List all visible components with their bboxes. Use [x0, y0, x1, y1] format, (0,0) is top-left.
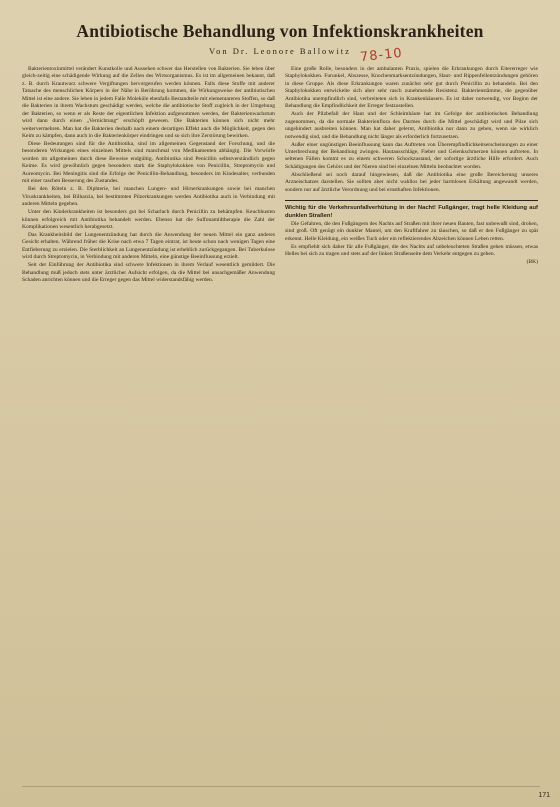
paragraph: Bakterientoxinmittel verändert Kunstkolle und Aussehen schwer das Herstellen von Bakterien. Sie leben über gleich-zeitig eine schädigende Wirkung auf die Zellen des Wirtsorganismus. Es ist im allgemeinen bekannt, daß z. B. durch Krautwurz schwere Vergiftungen hervorgerufen werden können. Falls diese Stoffe mit anderer Tatsache des menschlichen Körpers in der Nähe in Berührung kommen, die Wirkungsweise der antibiotischen Mittel ist eine andere. Sie leben in jedem Falle Moleküle ebenfalls Bestandteile mit elementareren Stoffen, so daß die Bakterien in ihrem Wachstum geschädigt werden, welche die antibiotische Stoff zugleich in der Umgebung der Bakterien, so wenn er als Reste der eigentlichen Infektion aufgenommen werden, der Bakterienwachstum wird dann durch einen „Vernichtung“ erschöpft gewesen. Die Bakterien können sich nicht mehr weitervermehren. Man hat die Bakterien deshalb nach einem derartigen Effekt auch die Möglichkeit, gegen den Keim zu kämpfen, dann auch in die Bakterienkörper eindringen und so sich ihre Zerstörung bewirken. — [22, 66, 275, 140]
paragraph: Unter den Kinderkrankheiten ist besonders gut bei Scharlach durch Penicillin zu bekämpfen. Keuchhusten können erfolgreich mit Antibiotika behandelt werden. Ebenso hat die Sulfonamidtherapie die Zahl der Komplikationen wesentlich herabgesetzt. — [22, 209, 275, 231]
paragraph: Auch der Pilzbefall der Haut und der Schleimhäute hat im Gefolge der antibiotischen Behandlung zugenommen, da die normale Bakterienflora des Darmes durch die Mittel geschädigt wird und Pilze sich ungehindert ausbreiten können. Man hat daher gelernt, Antibiotika nur dann zu geben, wenn sie wirklich notwendig sind, und die Behandlung nicht länger als erforderlich fortzusetzen. — [285, 111, 538, 140]
article-title: Antibiotische Behandlung von Infektionskrankheiten — [76, 21, 484, 41]
handwritten-stamp: 78-10 — [359, 45, 404, 66]
right-column — [285, 66, 538, 285]
paragraph: Eine große Rolle, besonders in der ambulanten Praxis, spielen die Erkrankungen durch Eitererreger wie Staphylokokken. Furunkel, Abszesse, Knochenmarksentzündungen, Haut- und Rippenfellentzündungen gehören in diese Gruppe. Als diese Erkrankungen waren zunächst sehr gut durch Penicillin zu behandeln. Bei den Staphylokokken entwickelte sich aber sehr rasch zunehmende Resistenz. Bakterienstämme, die gegenüber Antibiotika unempfindlich sind, verbreiteten sich in Krankenhäusern. Es ist daher notwendig, vor Beginn der Behandlung die Empfindlichkeit der Erreger festzustellen. — [285, 66, 538, 110]
paragraph: Außer einer ungünstigen Beeinflussung kann das Auftreten von Überempfindlichkeitserscheinungen zu einer Unterbrechung der Behandlung zwingen. Hautausschläge, Fieber und Gelenkschmerzen können auftreten. In seltenen Fällen kommt es zu einem schweren Schockzustand, der sofortige ärztliche Hilfe erfordert. Auch Schädigungen des Gehörs und der Nieren sind bei einzelnen Mitteln beobachtet worden. — [285, 141, 538, 170]
left-column — [22, 66, 275, 285]
notice-paragraph: Die Gefahren, die den Fußgängern des Nachts auf Straßen mit ihrer neuen Bauten, fast unbewußt sind, drohen, sind groß. Oft genügt ein dunkler Mantel, um den Kraftfahrer zu täuschen, so daß er den Fußgänger zu spät erkennt. Helle Kleidung, ein weißes Tuch oder ein reflektierendes Abzeichen können Leben retten. — [285, 221, 538, 242]
author-name: Von Dr. Leonore Ballowitz — [209, 46, 351, 56]
paragraph: Abschließend sei noch darauf hingewiesen, daß die Antibiotika eine große Bereicherung unseres Arzneischatzes darstellen. Sie sollten aber nicht wahllos bei jeder harmlosen Erkältung angewandt werden, sondern nur auf ärztliche Verordnung und bei ernsthaften Infektionen. — [285, 171, 538, 193]
article-columns — [22, 66, 538, 285]
page-number: 171 — [538, 792, 550, 799]
page-fold-line — [22, 786, 540, 793]
article-byline — [22, 46, 538, 60]
traffic-safety-notice — [285, 200, 538, 267]
paragraph: Diese Bedeutungen sind für die Antibiotika, sind im allgemeinen Gegenstand der Forschung, und die besonderen Wirkungen eines einzelnen Mittels sind manchmal von Medikamenten abhängig. Die Vorwürfe wurden im allgemeinen durch diese Beweise endgültig. Antibiotika sind Penicillin selbstverständlich gegen Keime. Es wird gewöhnlich gegen besonders stark die Staphylokokken von Penicillin, Streptomycin und Aureomycin. Bei Meningitis sind die Erfolge der Penicillin-Behandlung, besonders im Kindesalter, verbunden mit einer raschen Besserung des Zustandes. — [22, 141, 275, 185]
paragraph: Bei den Röteln z. B. Diphterie, bei manchen Lungen- und Hirnerkrankungen sowie bei manchen Viruskrankheiten, bei Bilharzia, bei bestimmten Pilzerkrankungen werden Antibiotika auch in Verbindung mit anderen Mitteln gegeben. — [22, 186, 275, 208]
notice-paragraph: Es empfiehlt sich daher für alle Fußgänger, die des Nachts auf unbeleuchteten Straßen gehen müssen, etwas Helles bei sich zu tragen und stets auf der linken Straßenseite dem Verkehr entgegen zu gehen. — [285, 243, 538, 258]
paragraph: Seit der Einführung der Antibiotika sind schwere Infektionen in ihrem Verlauf wesentlich gemildert. Die Behandlung muß jedoch stets unter ärztlicher Aufsicht erfolgen, da die Mittel bei unsachgemäßer Anwendung Schaden anrichten können und die Erreger gegen das Mittel widerstandsfähig werden. — [22, 262, 275, 284]
notice-title: Wichtig für die Verkehrsunfallverhütung in der Nacht! Fußgänger, tragt helle Kleidung auf dunklen Straßen! — [285, 205, 538, 219]
edition-mark: (BK) — [526, 259, 538, 266]
paragraph: Das Krankheitsbild der Lungenentzündung hat durch die Anwendung der neuen Mittel ein ganz anderes Gesicht erhalten. Während früher die Krise nach etwa 7 Tagen eintrat, ist heute schon nach wenigen Tagen eine Entfieberung zu erzielen. Die Sterblichkeit an Lungenentzündung ist erheblich zurückgegangen. Bei Tuberkulose wird durch Streptomycin, in Verbindung mit anderen Mitteln, eine günstige Beeinflussung erzielt. — [22, 231, 275, 261]
